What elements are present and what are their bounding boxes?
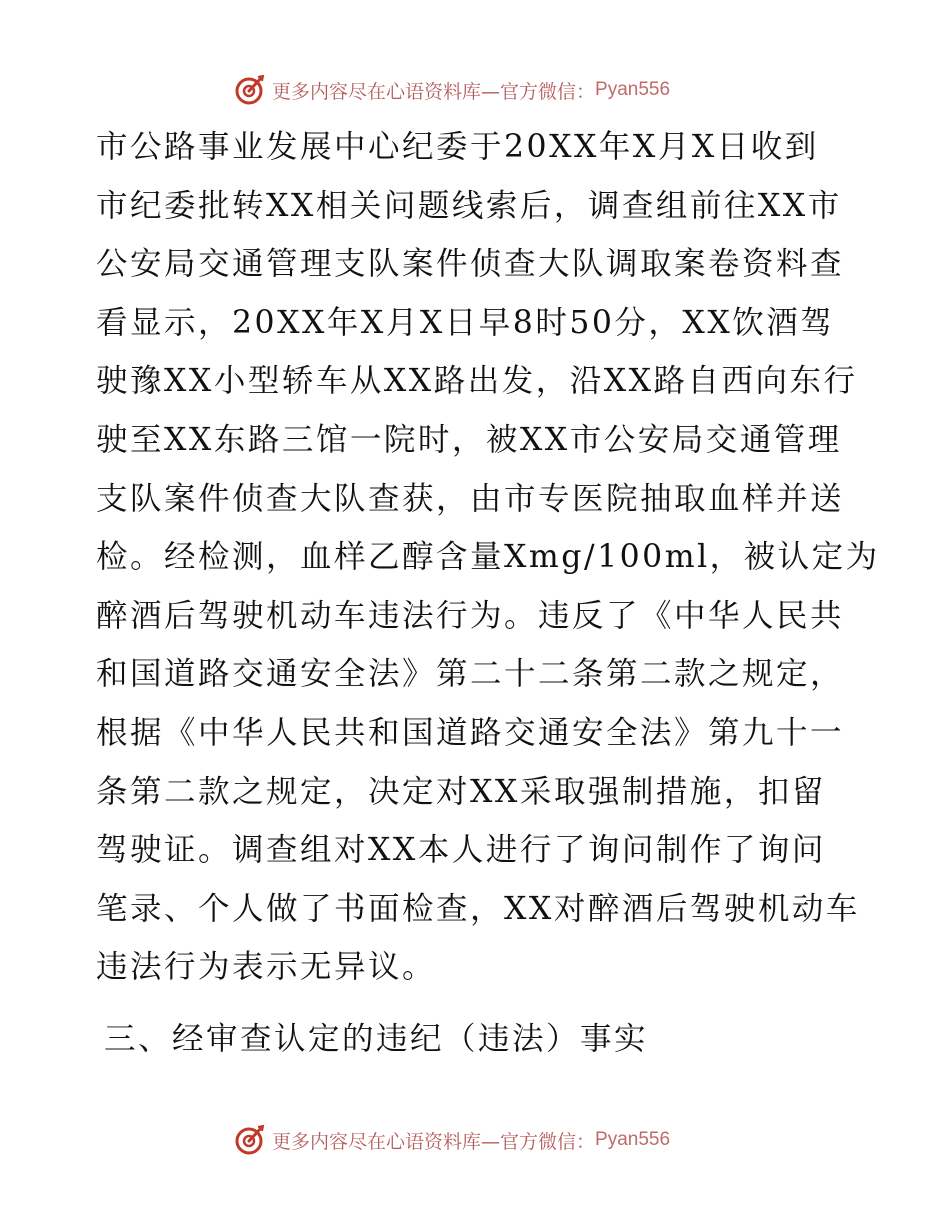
watermark-wechat-id: Pyan556 xyxy=(595,79,671,100)
body-line: 驾驶证。调查组对XX本人进行了询问制作了询问 xyxy=(96,832,826,869)
body-line: 检。经检测，血样乙醇含量Xmg/100ml，被认定为 xyxy=(96,539,880,576)
body-line: 看显示，20XX年X月X日早8时50分，XX饮酒驾 xyxy=(96,304,835,341)
body-line: 和国道路交通安全法》第二十二条第二款之规定， xyxy=(96,656,845,693)
section-heading: 三、经审查认定的违纪（违法）事实 xyxy=(104,1021,649,1057)
brand-logo-icon xyxy=(232,1123,266,1157)
body-line: 违法行为表示无异议。 xyxy=(96,949,437,986)
body-line: 市公路事业发展中心纪委于20XX年X月X日收到 xyxy=(96,129,819,165)
body-line: 笔录、个人做了书面检查，XX对醉酒后驾驶机动车 xyxy=(96,890,860,927)
body-line: 市纪委批转XX相关问题线索后，调查组前往XX市 xyxy=(96,187,842,224)
body-line: 支队案件侦查大队查获，由市专医院抽取血样并送 xyxy=(96,480,845,517)
body-line: 驶至XX东路三馆一院时，被XX市公安局交通管理 xyxy=(96,421,842,458)
body-line: 根据《中华人民共和国道路交通安全法》第九十一 xyxy=(96,714,845,751)
watermark-text: 更多内容尽在心语资料库—官方微信： xyxy=(272,1130,596,1153)
body-line: 条第二款之规定，决定对XX采取强制措施，扣留 xyxy=(96,773,826,810)
watermark-wechat-id: Pyan556 xyxy=(595,1129,671,1150)
brand-logo-icon xyxy=(232,73,266,107)
body-line: 公安局交通管理支队案件侦查大队调取案卷资料查 xyxy=(96,246,845,283)
footer-watermark xyxy=(232,1122,670,1158)
body-line: 醉酒后驾驶机动车违法行为。违反了《中华人民共 xyxy=(96,597,845,634)
watermark-text: 更多内容尽在心语资料库—官方微信： xyxy=(272,80,596,103)
header-watermark xyxy=(232,72,670,108)
body-line: 驶豫XX小型轿车从XX路出发，沿XX路自西向东行 xyxy=(96,363,858,400)
document-body xyxy=(96,118,880,997)
